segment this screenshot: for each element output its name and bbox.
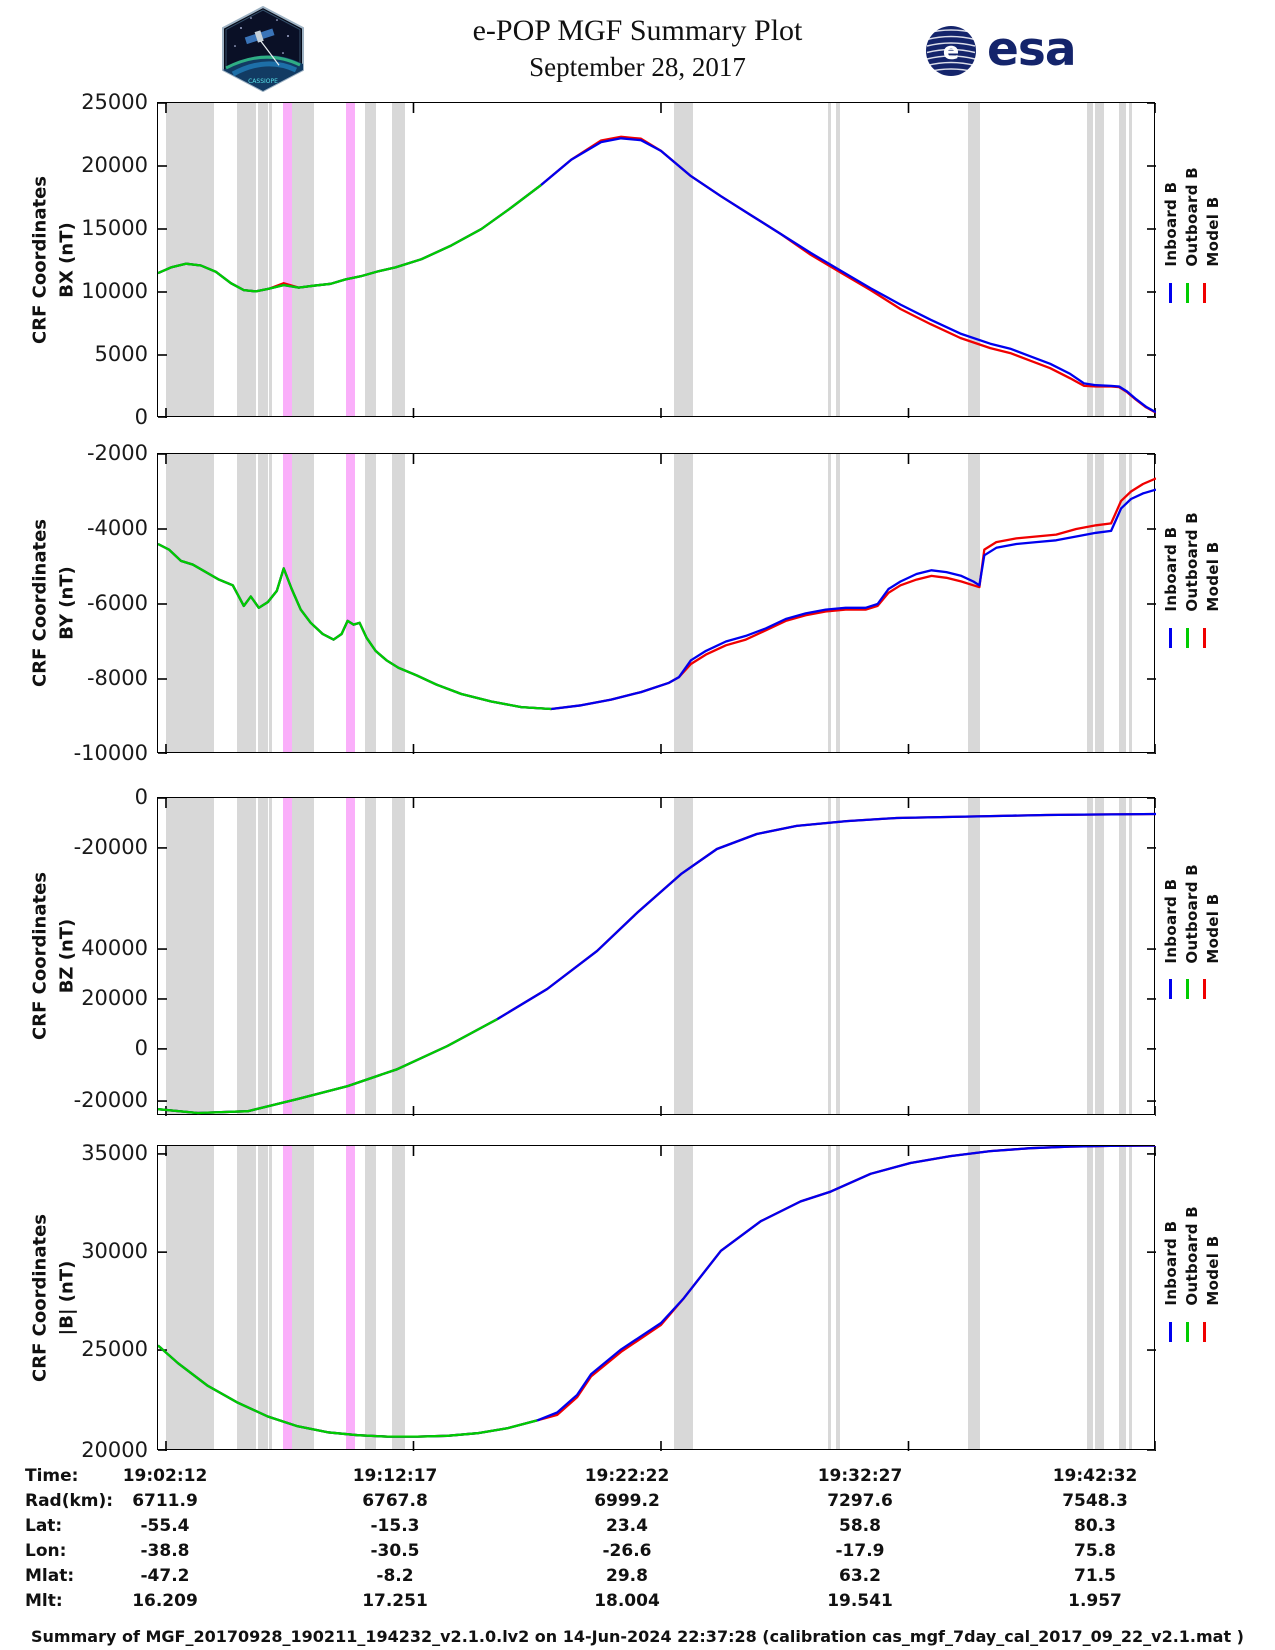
table-cell: 6711.9	[132, 1491, 198, 1511]
legend-marker-inboard	[1169, 1322, 1172, 1342]
legend-marker-outboard	[1186, 283, 1189, 303]
legend-label: Inboard B	[1162, 1220, 1180, 1306]
plot-b	[158, 1146, 1156, 1451]
table-row	[0, 1591, 1275, 1616]
y-tick-label: 25000	[81, 90, 148, 114]
legend-label: Inboard B	[1162, 182, 1180, 267]
table-row	[0, 1466, 1275, 1491]
legend-marker-model	[1203, 979, 1206, 999]
y-tick-label: 0	[134, 405, 148, 429]
series-outboard-b	[158, 544, 551, 709]
y-tick-label: 15000	[81, 216, 148, 240]
panel-by	[157, 453, 1155, 753]
y-tick-label: 10000	[81, 279, 148, 303]
series-inboard-b	[158, 1146, 1156, 1437]
y-tick-label: -20000	[73, 834, 148, 859]
table-cell: 19:12:17	[352, 1466, 438, 1486]
table-cell: 18.004	[594, 1591, 660, 1611]
series-model-b	[158, 137, 1156, 413]
table-cell: 16.209	[132, 1591, 198, 1611]
legend-marker-outboard	[1186, 979, 1189, 999]
table-cell: -26.6	[602, 1541, 652, 1561]
table-cell: 19:22:22	[584, 1466, 670, 1486]
table-cell: -15.3	[370, 1516, 420, 1536]
table-cell: -17.9	[835, 1541, 885, 1561]
series-model-b	[158, 814, 1156, 1113]
y-axis-label: BY (nT)	[56, 566, 78, 640]
legend	[1162, 864, 1252, 1000]
series-inboard-b	[158, 490, 1156, 709]
y-tick-label: 5000	[94, 342, 148, 366]
table-row-label: Mlat:	[25, 1566, 75, 1586]
series-outboard-b	[158, 185, 541, 292]
table-row-label: Rad(km):	[25, 1491, 114, 1511]
y-axis-label: CRF Coordinates	[29, 519, 51, 687]
legend-marker-outboard	[1186, 1322, 1189, 1342]
y-tick-label: 25000	[81, 1337, 148, 1362]
table-cell: 7548.3	[1062, 1491, 1128, 1511]
legend-label: Outboard B	[1183, 863, 1201, 964]
y-tick-label: 20000	[81, 1438, 148, 1462]
y-tick-label: -6000	[86, 591, 148, 615]
y-tick-label: 30000	[81, 1239, 148, 1264]
table-row	[0, 1491, 1275, 1516]
series-model-b	[158, 1146, 1156, 1437]
y-tick-label: 0	[134, 1035, 148, 1060]
y-tick-label: 40000	[81, 936, 148, 961]
y-axis-label: BZ (nT)	[56, 918, 78, 994]
series-outboard-b	[158, 1346, 537, 1437]
legend-marker-model	[1203, 1322, 1206, 1342]
table-cell: 71.5	[1074, 1566, 1116, 1586]
legend-marker-model	[1203, 283, 1206, 303]
page-subtitle: September 28, 2017	[529, 52, 746, 82]
esa-globe-icon	[925, 25, 981, 77]
table-cell: 19.541	[827, 1591, 893, 1611]
y-tick-label: 35000	[81, 1140, 148, 1165]
plot-by	[158, 454, 1156, 754]
legend-label: Inboard B	[1162, 878, 1180, 964]
table-row	[0, 1566, 1275, 1591]
legend	[1162, 1206, 1252, 1342]
summary-footer-text: Summary of MGF_20170928_190211_194232_v2.1.0.lv2 on 14-Jun-2024 22:37:28 (calibration cas_mgf_7day_cal_2017_09_22_v2.1.mat )	[31, 1627, 1244, 1646]
table-cell: -55.4	[140, 1516, 190, 1536]
y-tick-label: -2000	[86, 441, 148, 465]
panel-bx	[157, 102, 1155, 417]
table-cell: -8.2	[376, 1566, 414, 1586]
table-row	[0, 1541, 1275, 1566]
table-cell: 17.251	[362, 1591, 428, 1611]
y-tick-label: 20000	[81, 985, 148, 1010]
table-cell: 7297.6	[827, 1491, 893, 1511]
y-tick-label: -10000	[73, 741, 148, 765]
table-cell: 6999.2	[594, 1491, 660, 1511]
table-cell: -38.8	[140, 1541, 190, 1561]
page-title: e-POP MGF Summary Plot	[472, 14, 803, 47]
y-tick-label: 20000	[81, 153, 148, 177]
series-inboard-b	[158, 138, 1156, 412]
y-axis-label: CRF Coordinates	[29, 175, 51, 344]
legend-marker-inboard	[1169, 628, 1172, 648]
table-cell: -47.2	[140, 1566, 190, 1586]
table-cell: -30.5	[370, 1541, 420, 1561]
table-cell: 19:02:12	[122, 1466, 208, 1486]
series-outboard-b	[158, 1019, 497, 1113]
legend	[1162, 512, 1252, 648]
legend-marker-outboard	[1186, 628, 1189, 648]
legend-marker-inboard	[1169, 283, 1172, 303]
table-cell: 1.957	[1068, 1591, 1122, 1611]
y-axis-label: BX (nT)	[56, 221, 78, 298]
series-inboard-b	[158, 814, 1156, 1113]
table-cell: 75.8	[1074, 1541, 1116, 1561]
plot-bz	[158, 798, 1156, 1116]
table-cell: 29.8	[606, 1566, 648, 1586]
table-row-label: Time:	[25, 1466, 79, 1486]
patch-label: CASSIOPE	[248, 78, 278, 85]
y-tick-label: -20000	[73, 1088, 148, 1113]
legend-marker-model	[1203, 628, 1206, 648]
table-row-label: Lat:	[25, 1516, 63, 1536]
legend-label: Outboard B	[1183, 1206, 1201, 1306]
series-model-b	[158, 478, 1156, 709]
legend-label: Inboard B	[1162, 526, 1180, 612]
panel-b	[157, 1145, 1155, 1450]
table-row	[0, 1516, 1275, 1541]
table-cell: 19:32:27	[817, 1466, 903, 1486]
y-tick-label: 0	[134, 785, 148, 809]
table-cell: 63.2	[839, 1566, 881, 1586]
y-tick-label: -8000	[86, 666, 148, 690]
legend-label: Model B	[1204, 1235, 1222, 1306]
table-cell: 23.4	[606, 1516, 648, 1536]
table-cell: 6767.8	[362, 1491, 428, 1511]
legend-marker-inboard	[1169, 979, 1172, 999]
legend-label: Model B	[1204, 541, 1222, 612]
table-cell: 80.3	[1074, 1516, 1116, 1536]
esa-logo	[925, 21, 1076, 77]
legend-label: Outboard B	[1183, 167, 1201, 267]
legend	[1162, 167, 1252, 303]
y-axis-label: |B| (nT)	[56, 1260, 78, 1335]
y-axis-label: CRF Coordinates	[29, 1213, 51, 1382]
table-row-label: Lon:	[25, 1541, 67, 1561]
table-cell: 58.8	[839, 1516, 881, 1536]
plot-bx	[158, 103, 1156, 418]
legend-label: Model B	[1204, 196, 1222, 267]
y-axis-label: CRF Coordinates	[29, 872, 51, 1040]
table-row-label: Mlt:	[25, 1591, 63, 1611]
legend-label: Model B	[1204, 893, 1222, 964]
legend-label: Outboard B	[1183, 512, 1201, 612]
y-tick-label: -4000	[86, 516, 148, 540]
svg-text:e: e	[942, 37, 960, 65]
esa-wordmark: esa	[987, 21, 1076, 77]
panel-bz	[157, 797, 1155, 1115]
table-cell: 19:42:32	[1052, 1466, 1138, 1486]
